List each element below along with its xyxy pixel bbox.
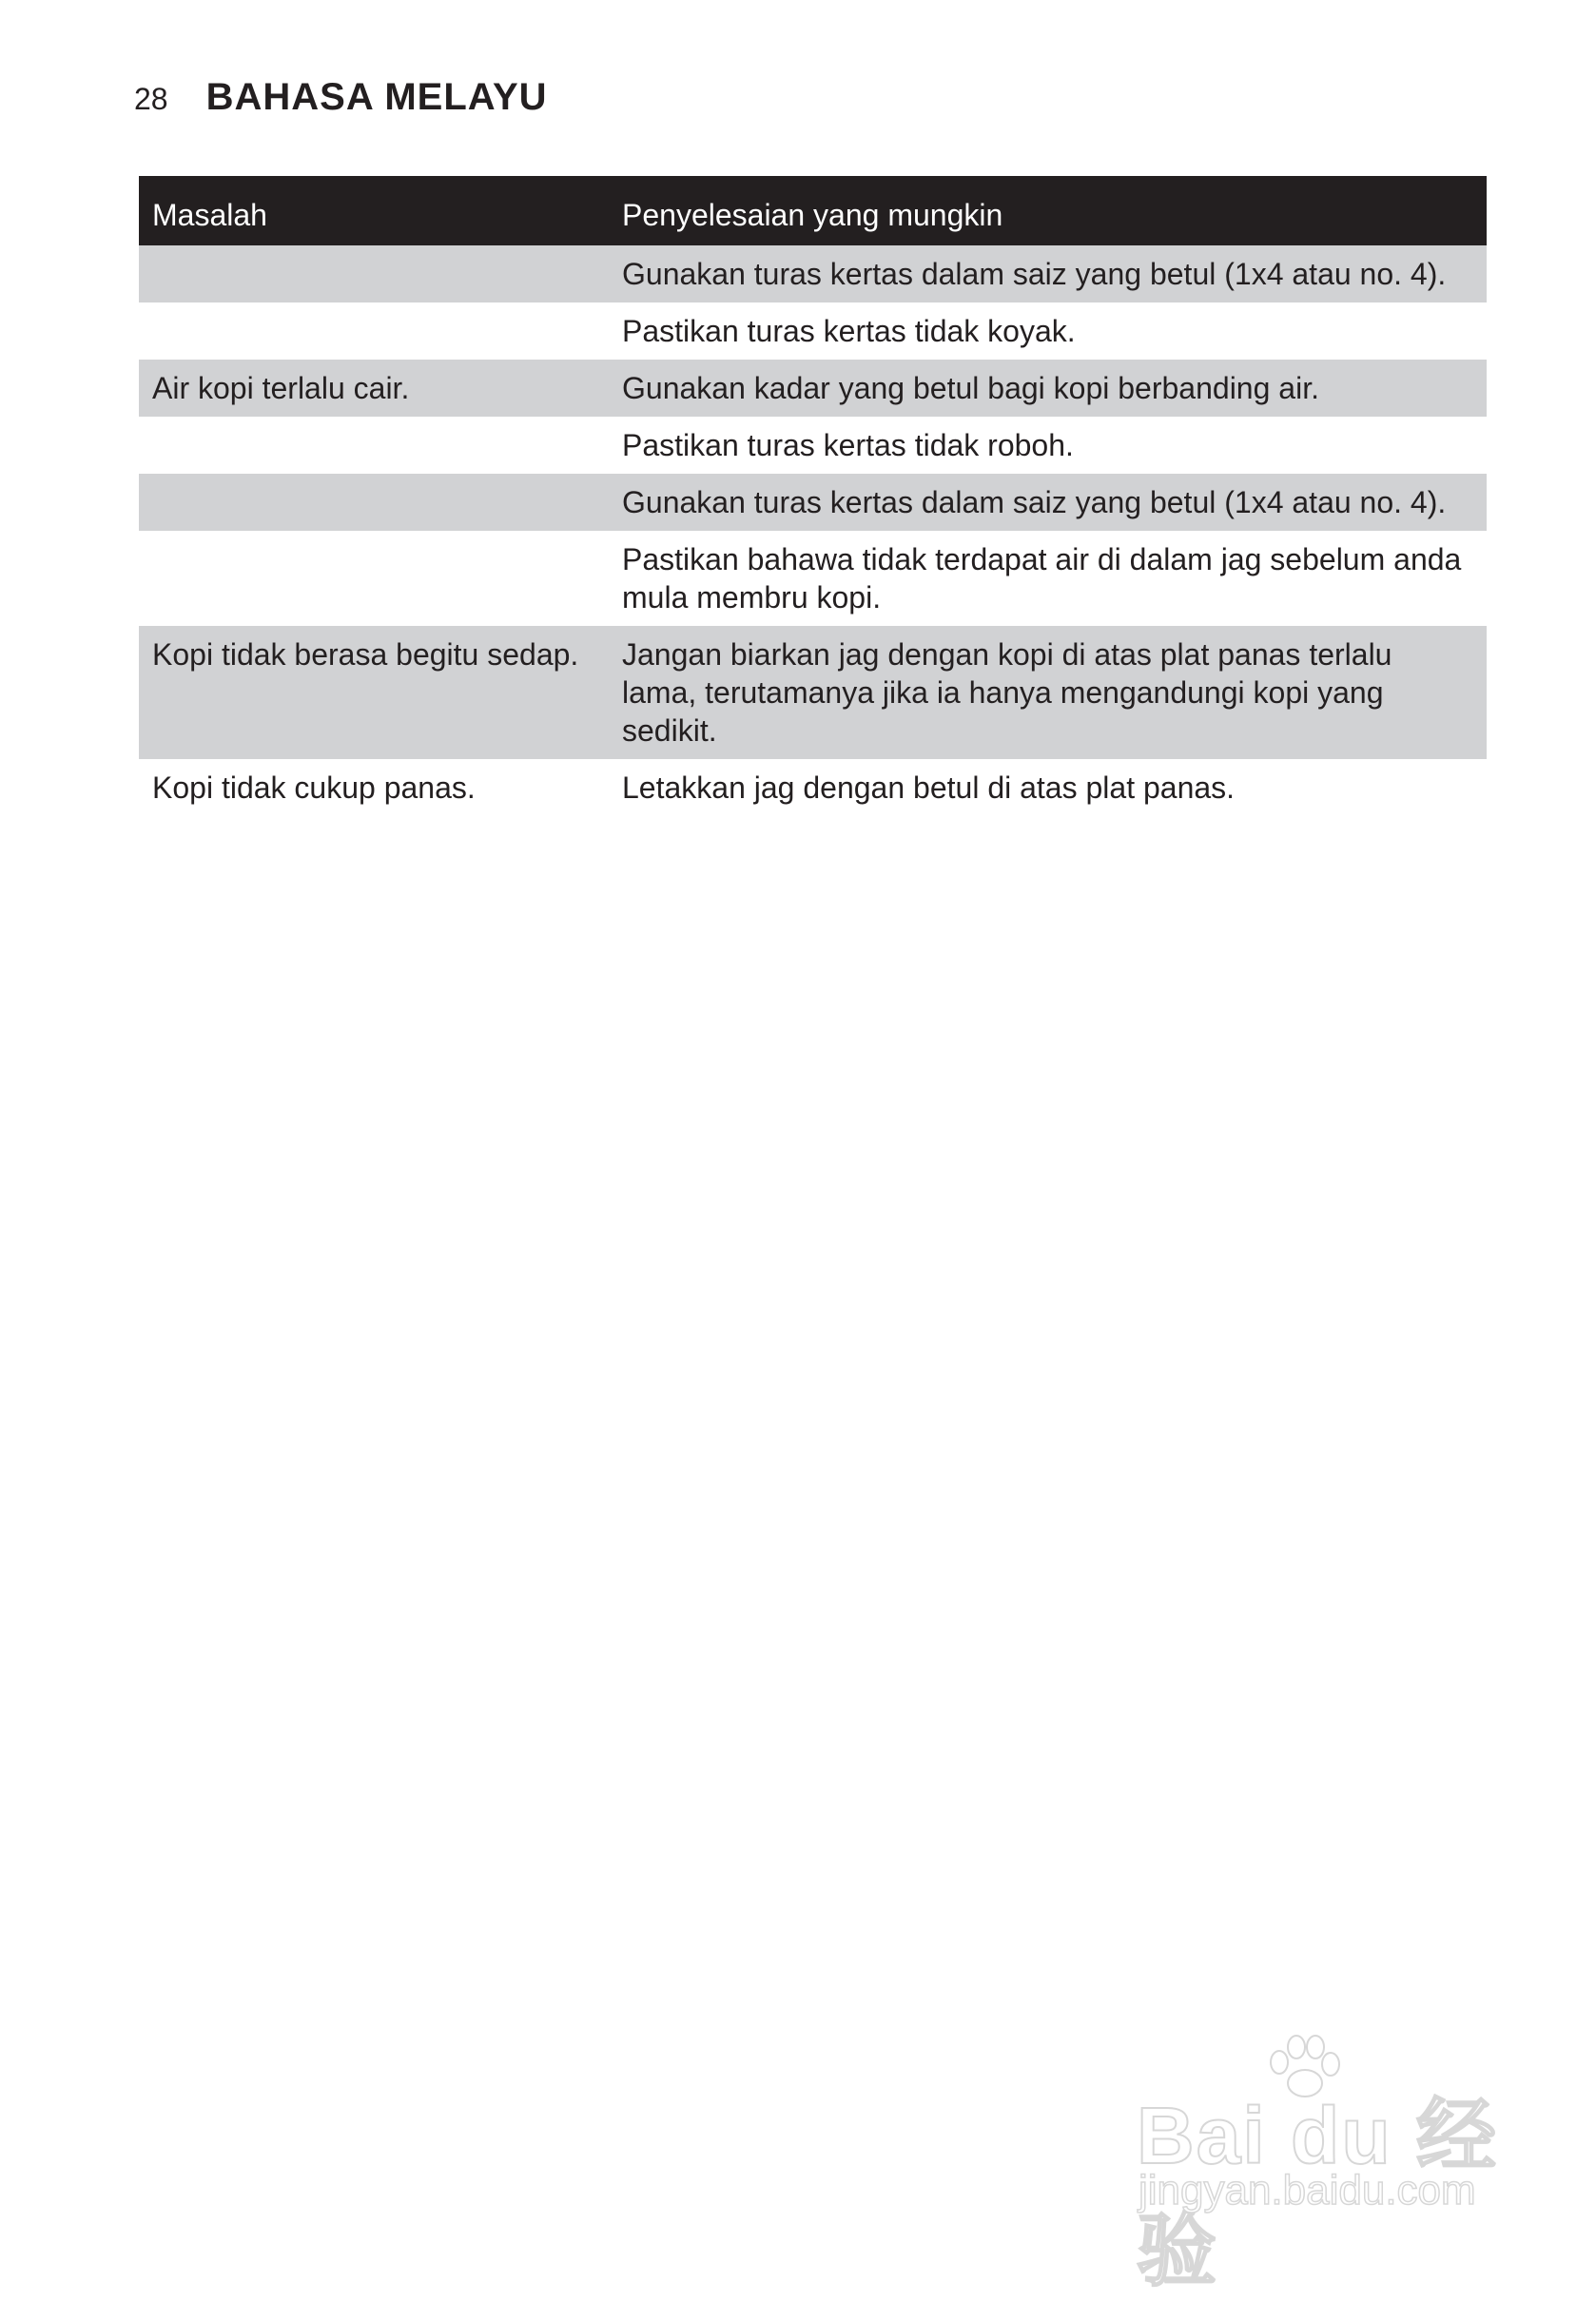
table-row — [139, 302, 1487, 360]
solution-cell: Pastikan bahawa tidak terdapat air di dalam jag sebelum anda mula membru kopi. — [622, 542, 1462, 615]
problem-cell — [139, 302, 609, 360]
table-row — [139, 531, 1487, 626]
troubleshooting-table — [139, 176, 1487, 816]
problem-cell — [139, 474, 609, 531]
table-row — [139, 245, 1487, 302]
table-row — [139, 626, 1487, 759]
column-header-problem: Masalah — [139, 176, 609, 245]
solution-cell: Gunakan turas kertas dalam saiz yang betul (1x4 atau no. 4). — [609, 474, 1487, 531]
watermark-url: jingyan.baidu.com — [1139, 2167, 1476, 2214]
solution-cell: Pastikan turas kertas tidak koyak. — [622, 314, 1076, 348]
problem-cell — [139, 245, 609, 302]
table-header-row — [139, 176, 1487, 245]
solution-cell: Gunakan kadar yang betul bagi kopi berbanding air. — [609, 360, 1487, 417]
solution-cell: Jangan biarkan jag dengan kopi di atas plat panas terlalu lama, terutamanya jika ia hanya mengandungi kopi yang sedikit. — [609, 626, 1487, 759]
solution-cell: Gunakan turas kertas dalam saiz yang betul (1x4 atau no. 4). — [609, 245, 1487, 302]
problem-cell: Air kopi terlalu cair. — [139, 360, 609, 417]
table-row — [139, 759, 1487, 816]
problem-cell — [139, 531, 609, 626]
table-row — [139, 417, 1487, 474]
page-number: 28 — [134, 82, 168, 116]
column-header-solution: Penyelesaian yang mungkin — [609, 176, 1487, 245]
solution-cell: Pastikan turas kertas tidak roboh. — [622, 428, 1074, 462]
table-row — [139, 474, 1487, 531]
problem-cell: Kopi tidak berasa begitu sedap. — [139, 626, 609, 759]
problem-cell: Kopi tidak cukup panas. — [152, 771, 476, 805]
table-row — [139, 360, 1487, 417]
watermark — [1137, 2034, 1517, 2295]
watermark-logo: Bai du 经验 — [1137, 2091, 1499, 2295]
problem-cell — [139, 417, 609, 474]
solution-cell: Letakkan jag dengan betul di atas plat panas. — [622, 771, 1236, 805]
page-header — [134, 76, 548, 129]
section-title: BAHASA MELAYU — [205, 76, 548, 118]
